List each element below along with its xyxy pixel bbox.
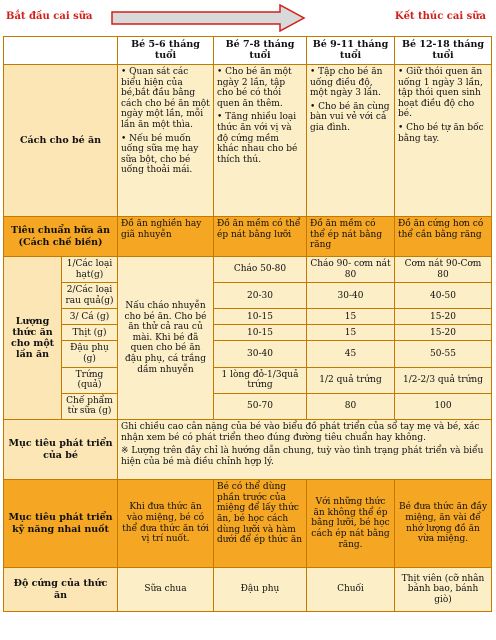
how-to-feed-c4: • Giữ thói quen ăn uống 1 ngày 3 lần, tập thói quen sinh hoạt điều độ cho bé. • Cho bé tự ăn bốc bằng tay.: [395, 65, 492, 217]
amount-2-c3: 15: [307, 309, 395, 325]
hardness-row: [4, 568, 492, 612]
amount-6-c2: 50-70: [214, 393, 307, 419]
amount-1-c2: 20-30: [214, 283, 307, 309]
col-header-5-6: Bé 5-6 tháng tuổi: [118, 37, 214, 65]
chewing-goal-c2: Bé có thể dùng phần trước của miệng để lấy thức ăn, bé học cách dùng lưỡi và hàm dưới để ép thức ăn: [214, 480, 307, 568]
chewing-goal-c1: Khi đưa thức ăn vào miệng, bé có thể đưa thức ăn tới vị trí nuốt.: [118, 480, 214, 568]
amount-3-c4: 15-20: [395, 325, 492, 341]
amount-row-6: [4, 393, 492, 419]
chewing-goal-label: Mục tiêu phát triển kỹ năng nhai nuốt: [4, 480, 118, 568]
how-to-feed-c3: • Tập cho bé ăn uống điều độ, một ngày 3 lần. • Cho bé ăn cùng bàn vui vẻ với cả gia đình.: [307, 65, 395, 217]
amount-item-6: Chế phẩm từ sữa (g): [62, 393, 118, 419]
chewing-goal-row: [4, 480, 492, 568]
amount-row-3: [4, 325, 492, 341]
amount-5-c2: 1 lòng đỏ-1/3quả trứng: [214, 367, 307, 393]
hardness-c3: Chuối: [307, 568, 395, 612]
how-to-feed-c2: • Cho bé ăn một ngày 2 lần, tập cho bé có thói quen ăn thêm. • Tăng nhiều loại thức ăn với vị và độ cứng mềm khác nhau cho bé thích thú.: [214, 65, 307, 217]
col-header-9-11: Bé 9-11 tháng tuổi: [307, 37, 395, 65]
hardness-label: Độ cứng của thức ăn: [4, 568, 118, 612]
meal-standard-row: [4, 217, 492, 257]
amount-6-c3: 80: [307, 393, 395, 419]
col-header-12-18: Bé 12-18 tháng tuổi: [395, 37, 492, 65]
meal-standard-c3: Đồ ăn mềm có thể ép nát bằng răng: [307, 217, 395, 257]
amount-row-5: [4, 367, 492, 393]
header-blank: [4, 37, 118, 65]
amount-3-c3: 15: [307, 325, 395, 341]
column-header-row: [4, 37, 492, 65]
end-label: Kết thúc cai sữa: [394, 11, 486, 22]
amount-item-5: Trứng (quả): [62, 367, 118, 393]
amount-5-c3: 1/2 quả trứng: [307, 367, 395, 393]
weaning-table: [3, 36, 492, 612]
amount-2-c4: 15-20: [395, 309, 492, 325]
amount-item-0: 1/Các loại hạt(g): [62, 257, 118, 283]
how-to-feed-row: [4, 65, 492, 217]
arrow-right-icon: [110, 4, 306, 32]
amount-2-c2: 10-15: [214, 309, 307, 325]
chewing-goal-c4: Bé đưa thức ăn đầy miệng, ăn vài để nhớ lượng đồ ăn vừa miệng.: [395, 480, 492, 568]
hardness-c2: Đậu phụ: [214, 568, 307, 612]
meal-standard-c4: Đồ ăn cứng hơn có thể cắn bằng răng: [395, 217, 492, 257]
meal-standard-c2: Đồ ăn mềm có thể ép nát bằng lưỡi: [214, 217, 307, 257]
amount-c1-note: Nấu cháo nhuyễn cho bé ăn. Cho bé ăn thử cả rau củ mài. Khi bé đã quen cho bé ăn đậu phụ, cá trắng dầm nhuyễn: [118, 257, 214, 420]
amount-6-c4: 100: [395, 393, 492, 419]
growth-goal-row: [4, 420, 492, 480]
amount-0-c4: Cơm nát 90-Cơm 80: [395, 257, 492, 283]
growth-goal-text: Ghi chiều cao cân nặng của bé vào biểu đồ phát triển của sổ tay mẹ và bé, xác nhận xem bé có phát triển theo đúng đường tiêu chuẩn hay không. ※ Lượng trên đây chỉ là hướng dẫn chung, tuỳ vào tình trạng phát triển và biểu hiện của bé mà điều chỉnh hợp lý.: [118, 420, 492, 480]
amount-label: Lượng thức ăn cho một lần ăn: [4, 257, 62, 420]
amount-1-c3: 30-40: [307, 283, 395, 309]
hardness-c1: Sữa chua: [118, 568, 214, 612]
hardness-c4: Thịt viên (cỡ nhân bánh bao, bánh giò): [395, 568, 492, 612]
chewing-goal-c3: Với những thức ăn không thể ép bằng lưỡi, bé học cách ép nát bằng răng.: [307, 480, 395, 568]
start-label: Bắt đầu cai sữa: [6, 11, 93, 22]
col-header-7-8: Bé 7-8 tháng tuổi: [214, 37, 307, 65]
meal-standard-label: Tiêu chuẩn bữa ăn (Cách chế biến): [4, 217, 118, 257]
amount-row-4: [4, 341, 492, 367]
amount-5-c4: 1/2-2/3 quả trứng: [395, 367, 492, 393]
amount-1-c4: 40-50: [395, 283, 492, 309]
amount-4-c2: 30-40: [214, 341, 307, 367]
amount-0-c2: Cháo 50-80: [214, 257, 307, 283]
amount-4-c3: 45: [307, 341, 395, 367]
how-to-feed-c1: • Quan sát các biểu hiện của bé,bắt đầu bằng cách cho bé ăn một ngày một lần, mỗi lần ăn một thìa. • Nếu bé muốn uống sữa mẹ hay sữa bột, cho bé uống thoải mái.: [118, 65, 214, 217]
how-to-feed-label: Cách cho bé ăn: [4, 65, 118, 217]
amount-row-1: [4, 283, 492, 309]
amount-row-2: [4, 309, 492, 325]
amount-item-3: Thịt (g): [62, 325, 118, 341]
amount-3-c2: 10-15: [214, 325, 307, 341]
meal-standard-c1: Đồ ăn nghiền hay giã nhuyễn: [118, 217, 214, 257]
amount-item-1: 2/Các loại rau quả(g): [62, 283, 118, 309]
growth-goal-label: Mục tiêu phát triển của bé: [4, 420, 118, 480]
amount-row-0: [4, 257, 492, 283]
amount-0-c3: Cháo 90- cơm nát 80: [307, 257, 395, 283]
amount-item-4: Đậu phụ (g): [62, 341, 118, 367]
amount-4-c4: 50-55: [395, 341, 492, 367]
timeline-bar: [0, 0, 496, 36]
amount-item-2: 3/ Cá (g): [62, 309, 118, 325]
